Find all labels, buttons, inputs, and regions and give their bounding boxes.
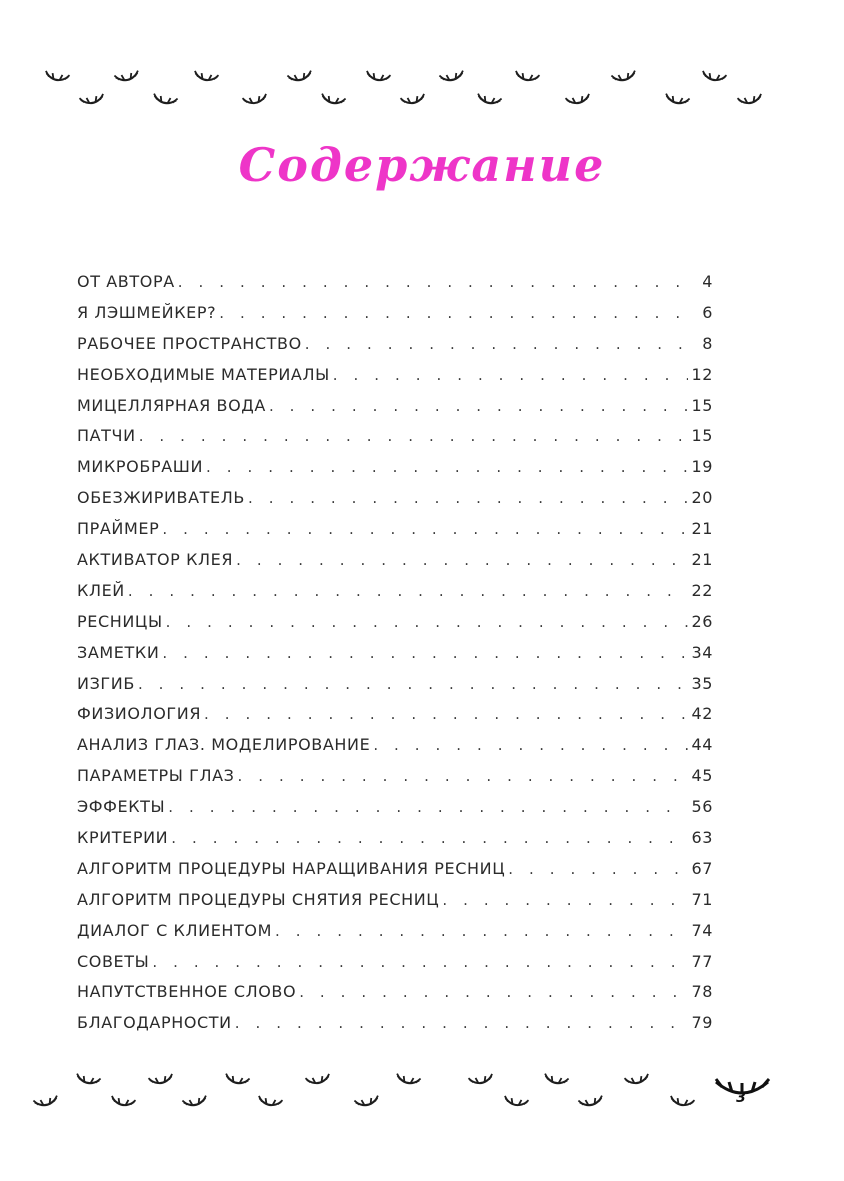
toc-entry [77, 674, 713, 705]
toc-entry [77, 797, 713, 828]
closed-eye-lash-icon [321, 94, 346, 106]
toc-entry [77, 550, 713, 581]
closed-eye-lash-icon [624, 1074, 649, 1085]
toc-dot-leader [299, 983, 688, 1001]
toc-dot-leader [269, 397, 689, 415]
toc-dot-leader [442, 891, 688, 909]
top-lash-border [0, 62, 844, 122]
toc-dot-leader [162, 644, 688, 662]
toc-entry [77, 890, 713, 921]
toc-entry [77, 426, 713, 457]
toc-entry-title: ЗАМЕТКИ [77, 642, 160, 662]
toc-entry-title: КЛЕЙ [77, 580, 125, 600]
closed-eye-lash-icon [468, 1074, 493, 1085]
closed-eye-lash-icon [366, 71, 391, 82]
toc-dot-leader [275, 922, 688, 940]
toc-entry-page: 34 [691, 642, 713, 662]
toc-entry [77, 457, 713, 488]
table-of-contents [77, 272, 713, 1044]
toc-entry-page: 21 [691, 550, 713, 570]
toc-entry-title: ДИАЛОГ С КЛИЕНТОМ [77, 920, 273, 940]
toc-entry-page: 19 [691, 457, 713, 477]
toc-entry-title: МИКРОБРАШИ [77, 457, 204, 477]
toc-entry [77, 334, 713, 365]
toc-dot-leader [168, 798, 688, 816]
closed-eye-lash-icon [242, 94, 267, 105]
toc-entry-page: 35 [691, 673, 713, 693]
closed-eye-lash-icon [114, 71, 139, 83]
closed-eye-lash-icon [477, 94, 502, 106]
toc-dot-leader [248, 489, 688, 507]
toc-entry-title: РАБОЧЕЕ ПРОСТРАНСТВО [77, 333, 302, 353]
toc-entry [77, 952, 713, 983]
toc-entry-page: 77 [691, 951, 713, 971]
toc-entry-page: 8 [702, 333, 713, 353]
closed-eye-lash-icon [439, 71, 464, 83]
toc-entry [77, 982, 713, 1013]
toc-entry-page: 63 [691, 828, 713, 848]
toc-dot-leader [236, 551, 688, 569]
closed-eye-lash-icon [76, 1074, 101, 1086]
closed-eye-lash-icon [396, 1074, 421, 1086]
closed-eye-lash-icon [670, 1096, 695, 1107]
toc-dot-leader [162, 520, 688, 538]
toc-entry-page: 44 [691, 735, 713, 755]
toc-dot-leader [152, 953, 688, 971]
toc-entry-title: НЕОБХОДИМЫЕ МАТЕРИАЛЫ [77, 364, 330, 384]
closed-eye-lash-icon [544, 1074, 569, 1086]
closed-eye-lash-icon [305, 1074, 330, 1085]
closed-eye-lash-icon [182, 1096, 207, 1108]
toc-dot-leader [178, 273, 696, 291]
toc-entry-title: ОБЕЗЖИРИВАТЕЛЬ [77, 488, 245, 508]
toc-entry [77, 519, 713, 550]
toc-dot-leader [206, 458, 688, 476]
toc-entry-title: АЛГОРИТМ ПРОЦЕДУРЫ СНЯТИЯ РЕСНИЦ [77, 889, 440, 909]
closed-eye-lash-icon [611, 71, 636, 83]
toc-entry-page: 79 [691, 1013, 713, 1033]
toc-entry-title: ПАТЧИ [77, 426, 136, 446]
toc-entry-title: АКТИВАТОР КЛЕЯ [77, 550, 234, 570]
toc-entry-page: 21 [691, 519, 713, 539]
toc-dot-leader [238, 767, 689, 785]
closed-eye-lash-icon [45, 71, 70, 82]
toc-entry [77, 365, 713, 396]
toc-entry [77, 704, 713, 735]
toc-entry-title: МИЦЕЛЛЯРНАЯ ВОДА [77, 395, 266, 415]
page-title: Содержание [238, 138, 606, 192]
toc-entry-page: 67 [691, 858, 713, 878]
toc-entry [77, 643, 713, 674]
toc-entry-title: РЕСНИЦЫ [77, 611, 163, 631]
closed-eye-lash-icon [515, 71, 540, 82]
toc-entry-title: ФИЗИОЛОГИЯ [77, 704, 202, 724]
toc-entry [77, 859, 713, 890]
toc-entry-title: БЛАГОДАРНОСТИ [77, 1013, 232, 1033]
closed-eye-lash-icon [79, 94, 104, 105]
toc-entry-title: ПАРАМЕТРЫ ГЛАЗ [77, 766, 235, 786]
toc-dot-leader [373, 736, 688, 754]
toc-entry [77, 581, 713, 612]
closed-eye-lash-icon [565, 94, 590, 105]
toc-dot-leader [128, 582, 689, 600]
toc-entry [77, 396, 713, 427]
closed-eye-lash-icon [258, 1096, 283, 1107]
toc-entry-page: 15 [691, 426, 713, 446]
toc-dot-leader [305, 335, 696, 353]
closed-eye-lash-icon [194, 71, 219, 82]
toc-entry-title: ПРАЙМЕР [77, 519, 160, 539]
toc-entry-page: 6 [702, 302, 713, 322]
toc-entry-page: 12 [691, 364, 713, 384]
toc-entry [77, 766, 713, 797]
toc-entry-page: 22 [691, 580, 713, 600]
toc-dot-leader [171, 829, 688, 847]
toc-entry-page: 26 [691, 611, 713, 631]
toc-dot-leader [138, 675, 689, 693]
toc-entry-title: СОВЕТЫ [77, 951, 150, 971]
toc-entry-page: 74 [691, 920, 713, 940]
closed-eye-lash-icon [578, 1096, 603, 1108]
toc-dot-leader [333, 366, 689, 384]
page-number: 3 [736, 1090, 746, 1106]
closed-eye-lash-icon [153, 94, 178, 106]
toc-entry-page: 42 [691, 704, 713, 724]
closed-eye-lash-icon [111, 1096, 136, 1107]
toc-entry [77, 488, 713, 519]
toc-entry-title: АНАЛИЗ ГЛАЗ. МОДЕЛИРОВАНИЕ [77, 735, 371, 755]
toc-entry-page: 71 [691, 889, 713, 909]
toc-entry [77, 272, 713, 303]
toc-entry-title: ОТ АВТОРА [77, 272, 175, 291]
toc-entry-page: 20 [691, 488, 713, 508]
toc-entry-title: ЭФФЕКТЫ [77, 797, 166, 817]
toc-entry-title: ИЗГИБ [77, 673, 135, 693]
toc-entry [77, 921, 713, 952]
toc-entry-title: НАПУТСТВЕННОЕ СЛОВО [77, 982, 297, 1002]
toc-entry-page: 45 [691, 766, 713, 786]
closed-eye-lash-icon [354, 1096, 379, 1108]
closed-eye-lash-icon [400, 94, 425, 105]
toc-dot-leader [219, 304, 696, 322]
toc-entry [77, 303, 713, 334]
closed-eye-lash-icon [737, 94, 762, 105]
toc-dot-leader [508, 860, 688, 878]
toc-entry-page: 15 [691, 395, 713, 415]
closed-eye-lash-icon [665, 94, 690, 106]
toc-entry [77, 735, 713, 766]
closed-eye-lash-icon [287, 71, 312, 83]
toc-entry-title: АЛГОРИТМ ПРОЦЕДУРЫ НАРАЩИВАНИЯ РЕСНИЦ [77, 858, 506, 878]
toc-entry-title: КРИТЕРИИ [77, 828, 169, 848]
toc-entry-title: Я ЛЭШМЕЙКЕР? [77, 302, 217, 322]
closed-eye-lash-icon [148, 1074, 173, 1085]
toc-entry-page: 78 [691, 982, 713, 1002]
toc-entry [77, 1013, 713, 1044]
closed-eye-lash-icon-row [0, 62, 844, 122]
closed-eye-lash-icon [702, 71, 727, 82]
toc-dot-leader [166, 613, 689, 631]
closed-eye-lash-icon [225, 1074, 250, 1086]
toc-entry-page: 56 [691, 797, 713, 817]
toc-dot-leader [204, 705, 688, 723]
toc-entry-page: 4 [702, 272, 713, 291]
toc-dot-leader [139, 427, 689, 445]
toc-entry [77, 612, 713, 643]
toc-entry [77, 828, 713, 859]
closed-eye-lash-icon [504, 1096, 529, 1107]
closed-eye-lash-icon [33, 1096, 58, 1108]
toc-dot-leader [235, 1014, 689, 1032]
